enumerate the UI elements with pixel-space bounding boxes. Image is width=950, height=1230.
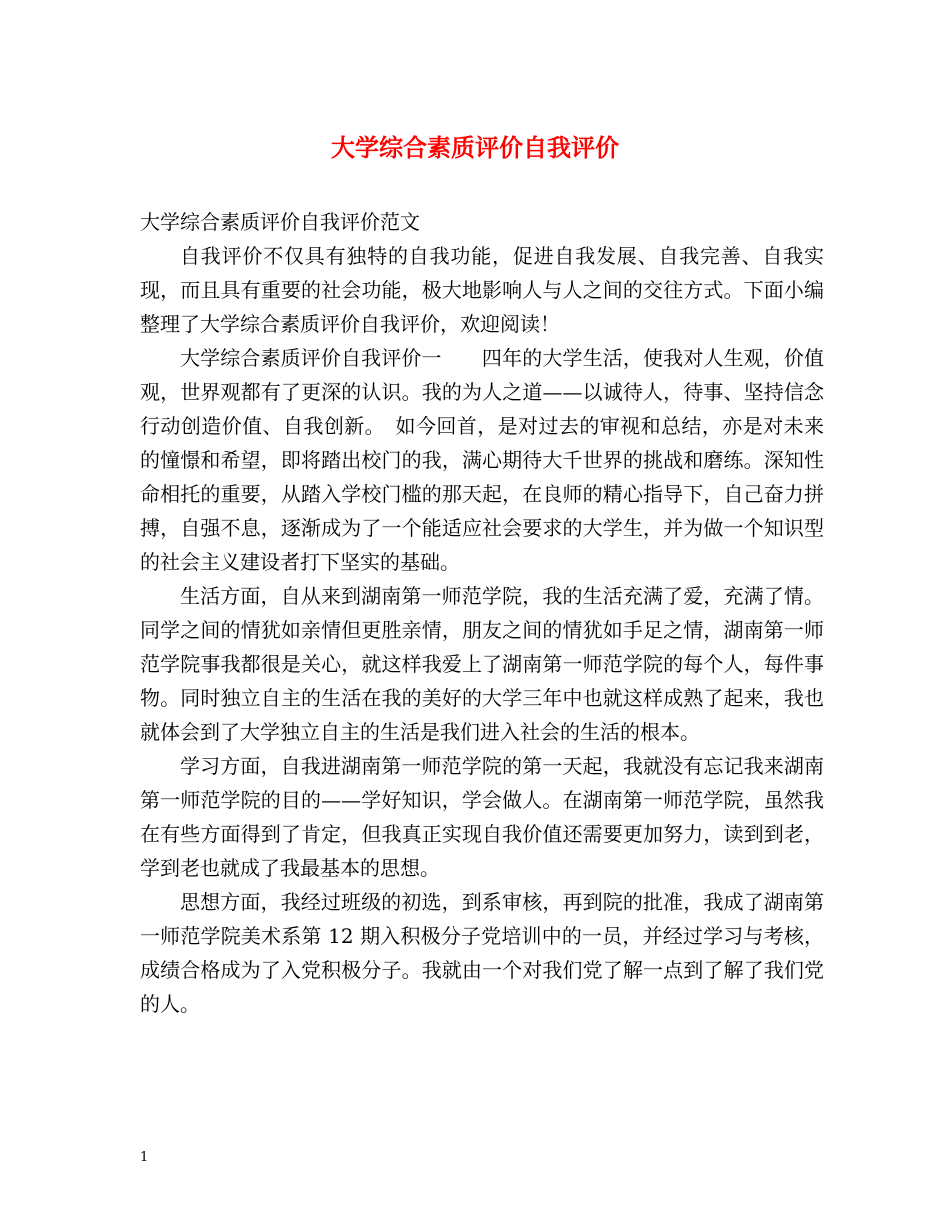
paragraph-intro: 自我评价不仅具有独特的自我功能，促进自我发展、自我完善、自我实现，而且具有重要的社会功能，极大地影响人与人之间的交往方式。下面小编整理了大学综合素质评价自我评价，欢迎阅读！ <box>140 244 824 336</box>
document-subtitle: 大学综合素质评价自我评价范文 <box>140 210 420 234</box>
paragraph-overview: 大学综合素质评价自我评价一 四年的大学生活，使我对人生观，价值观，世界观都有了更深的认识。我的为人之道——以诚待人，待事、坚持信念行动创造价值、自我创新。 如今回首，是对过去的审视和总结，亦是对未来的憧憬和希望，即将踏出校门的我，满心期待大千世界的挑战和磨练。深知性命相托的重要，从踏入学校门槛的那天起，在良师的精心指导下，自己奋力拼搏，自强不息，逐渐成为了一个能适应社会要求的大学生，并为做一个知识型的社会主义建设者打下坚实的基础。 <box>140 346 824 574</box>
document-title: 大学综合素质评价自我评价 <box>331 133 619 162</box>
document-body <box>140 205 824 1021</box>
paragraph-life: 生活方面，自从来到湖南第一师范学院，我的生活充满了爱，充满了情。同学之间的情犹如亲情但更胜亲情，朋友之间的情犹如手足之情，湖南第一师范学院事我都很是关心，就这样我爱上了湖南第一师范学院的每个人，每件事物。同时独立自主的生活在我的美好的大学三年中也就这样成熟了起来，我也就体会到了大学独立自主的生活是我们进入社会的生活的根本。 <box>140 584 824 744</box>
paragraph-study: 学习方面，自我进湖南第一师范学院的第一天起，我就没有忘记我来湖南第一师范学院的目的——学好知识，学会做人。在湖南第一师范学院，虽然我在有些方面得到了肯定，但我真正实现自我价值还需要更加努力，读到到老，学到老也就成了我最基本的思想。 <box>140 754 824 880</box>
page-number: 1 <box>140 1150 149 1165</box>
paragraph-thought: 思想方面，我经过班级的初选，到系审核，再到院的批准，我成了湖南第一师范学院美术系第 12 期入积极分子党培训中的一员，并经过学习与考核，成绩合格成为了入党积极分子。我就由一个对我们党了解一点到了解了我们党的人。 <box>140 890 824 1016</box>
